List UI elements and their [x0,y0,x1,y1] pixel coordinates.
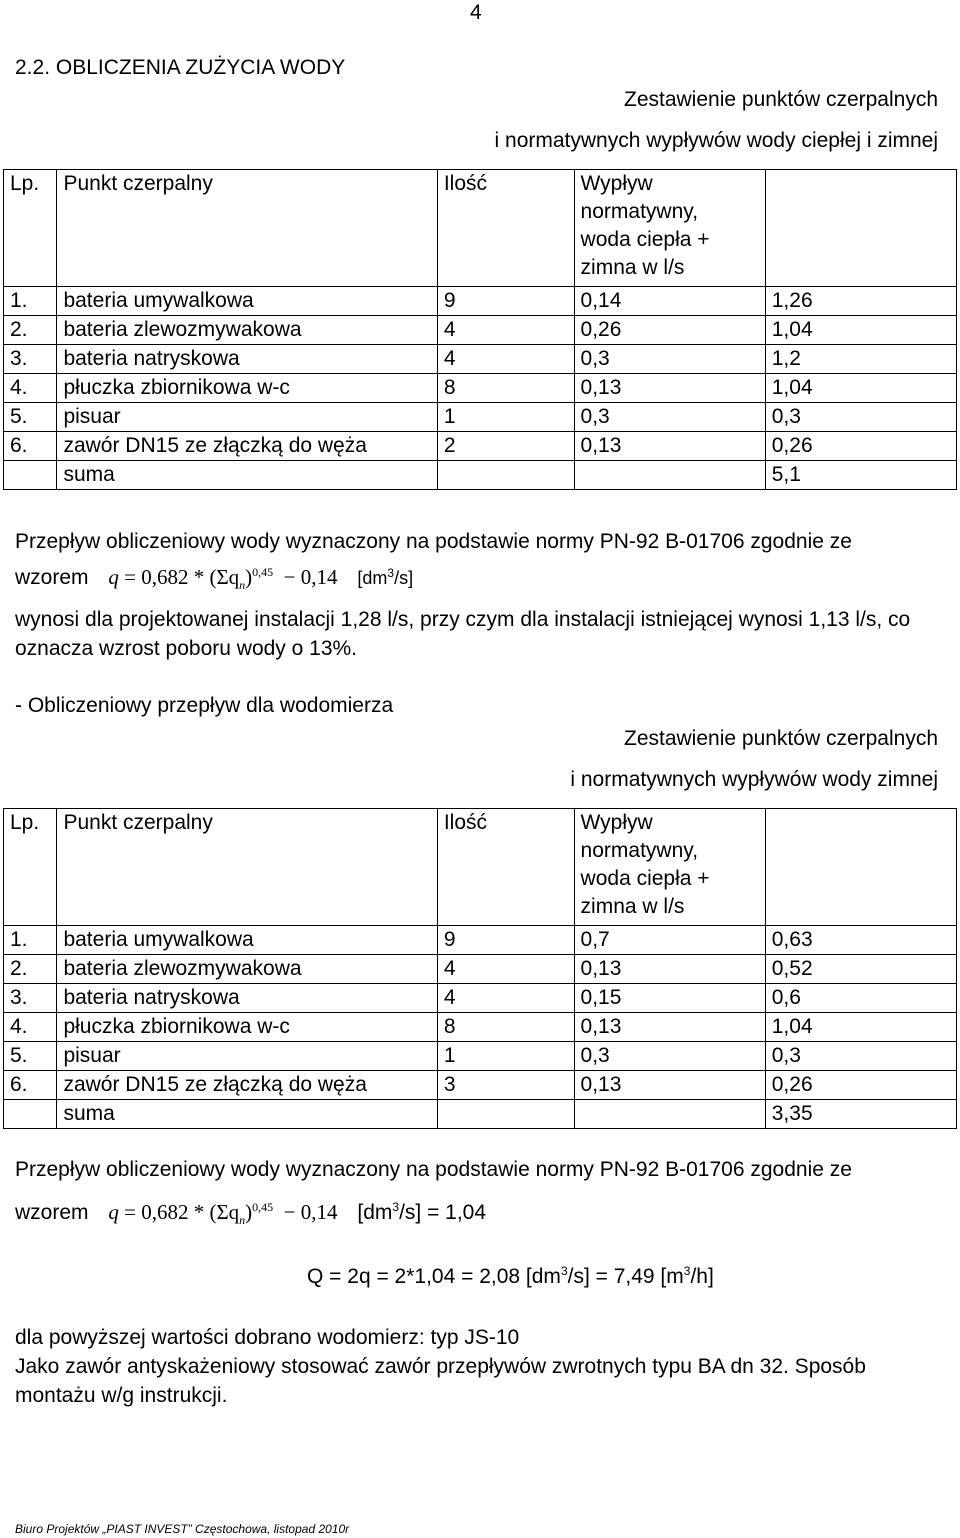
table-row [4,345,957,374]
table-row [4,403,957,432]
conclusion-line1: dla powyższej wartości dobrano wodomierz: typ JS-10 [15,1326,520,1349]
row-name: płuczka zbiornikowa w-c [57,1013,437,1042]
table-row [4,374,957,403]
row-total: 0,26 [765,432,956,461]
header-ilosc: Ilość [437,809,574,926]
row-qty: 9 [437,926,574,955]
sum-value: 3,35 [765,1100,956,1129]
q-line-c: /h] [690,1265,714,1288]
formula-eq: = 0,682 * (Σq [124,1200,240,1224]
header-wyplyw-l4: zimna w l/s [580,895,685,918]
table-sum-row [4,461,957,490]
formula-exp: 0,45 [252,1200,274,1214]
row-qty: 2 [437,432,574,461]
row-total: 1,2 [765,345,956,374]
row-lp: 3. [4,345,57,374]
row-flow: 0,7 [574,926,765,955]
table-row [4,1042,957,1071]
row-flow: 0,13 [574,432,765,461]
calc1-formula-line [15,565,413,593]
table2-heading-line1: Zestawienie punktów czerpalnych [624,727,938,750]
table-sum-row [4,1100,957,1129]
row-lp: 5. [4,403,57,432]
formula-eq: = 0,682 * (Σq [124,565,240,589]
formula-lhs: q [108,1200,119,1224]
row-flow: 0,13 [574,1071,765,1100]
row-qty: 9 [437,287,574,316]
row-name: bateria umywalkowa [57,287,437,316]
conclusion-line2: Jako zawór antyskażeniowy stosować zawór przepływów zwrotnych typu BA dn 32. Sposób montażu w/g instrukcji. [15,1355,866,1407]
row-qty: 4 [437,316,574,345]
row-lp: 4. [4,374,57,403]
row-lp: 1. [4,287,57,316]
calc1-wzorem: wzorem [15,566,89,589]
table-row [4,1071,957,1100]
header-wyplyw-l1: Wypływ [580,811,653,834]
header-wyplyw-l3: woda ciepła + [580,228,710,251]
row-qty: 3 [437,1071,574,1100]
header-wyplyw-l2: normatywny, [580,839,699,862]
q-line-a: Q = 2q = 2*1,04 = 2,08 [dm [307,1265,561,1288]
row-name: płuczka zbiornikowa w-c [57,374,437,403]
header-ilosc: Ilość [437,170,574,287]
header-wyplyw-l3: woda ciepła + [580,867,710,890]
header-wyplyw-l1: Wypływ [580,172,653,195]
header-wyplyw [574,170,765,287]
row-total: 1,04 [765,1013,956,1042]
row-qty: 8 [437,1013,574,1042]
sum-empty [574,461,765,490]
unit-sup: 3 [392,1200,400,1214]
row-name: bateria natryskowa [57,984,437,1013]
calc1-intro: Przepływ obliczeniowy wody wyznaczony na podstawie normy PN-92 B-01706 zgodnie ze [15,530,852,553]
header-empty [765,170,956,287]
row-flow: 0,13 [574,955,765,984]
q-sup1: 3 [560,1264,568,1278]
calc2-intro: Przepływ obliczeniowy wody wyznaczony na podstawie normy PN-92 B-01706 zgodnie ze [15,1158,852,1181]
row-name: bateria zlewozmywakowa [57,955,437,984]
row-lp: 5. [4,1042,57,1071]
footer: Biuro Projektów „PIAST INVEST” Częstochowa, listopad 2010r [15,1522,350,1536]
formula-sub: n [239,1213,246,1228]
sum-label: suma [57,461,437,490]
calc2-wzorem: wzorem [15,1201,89,1224]
sum-label: suma [57,1100,437,1129]
row-total: 0,6 [765,984,956,1013]
q-sup2: 3 [683,1264,691,1278]
calc1-unit [357,568,413,588]
sum-empty [574,1100,765,1129]
unit-a: [dm [357,568,388,588]
unit-b: /s] = 1,04 [399,1201,487,1224]
calc1-result: wynosi dla projektowanej instalacji 1,28 l/s, przy czym dla instalacji istniejącej wynosi 1,13 l/s, co oznacza wzrost poboru wody o 13%. [15,608,911,660]
formula-tail: − 0,14 [283,565,338,589]
formula-close: ) [245,565,253,589]
unit-b: /s] [394,568,414,588]
row-qty: 1 [437,1042,574,1071]
row-flow: 0,15 [574,984,765,1013]
formula-exp: 0,45 [252,565,274,579]
row-total: 1,26 [765,287,956,316]
water-meter-heading: - Obliczeniowy przepływ dla wodomierza [15,694,394,717]
table-row [4,926,957,955]
sum-empty [437,1100,574,1129]
header-punkt: Punkt czerpalny [57,809,437,926]
header-wyplyw [574,809,765,926]
row-qty: 4 [437,955,574,984]
row-lp: 1. [4,926,57,955]
table-row [4,984,957,1013]
row-total: 1,04 [765,316,956,345]
row-lp: 6. [4,432,57,461]
row-qty: 4 [437,984,574,1013]
header-lp: Lp. [4,170,57,287]
row-lp: 3. [4,984,57,1013]
table1-heading-line1: Zestawienie punktów czerpalnych [624,88,938,111]
calc1-formula [108,565,338,593]
row-name: zawór DN15 ze złączką do węża [57,432,437,461]
table2-heading-line2: i normatywnych wypływów wody zimnej [570,768,938,791]
row-total: 0,26 [765,1071,956,1100]
row-flow: 0,13 [574,1013,765,1042]
row-total: 0,3 [765,1042,956,1071]
row-name: bateria natryskowa [57,345,437,374]
formula-sub: n [239,578,246,593]
calc2-q-line [307,1264,714,1289]
row-flow: 0,13 [574,374,765,403]
header-wyplyw-l2: normatywny, [580,200,699,223]
formula-lhs: q [108,565,119,589]
row-total: 0,63 [765,926,956,955]
sum-value: 5,1 [765,461,956,490]
row-total: 1,04 [765,374,956,403]
row-name: pisuar [57,403,437,432]
sum-empty [4,1100,57,1129]
table1-heading-line2: i normatywnych wypływów wody ciepłej i zimnej [494,129,938,152]
row-lp: 4. [4,1013,57,1042]
row-flow: 0,14 [574,287,765,316]
row-name: bateria umywalkowa [57,926,437,955]
row-total: 0,52 [765,955,956,984]
header-wyplyw-l4: zimna w l/s [580,256,685,279]
formula-close: ) [245,1200,253,1224]
calc2-formula [108,1200,338,1228]
row-lp: 6. [4,1071,57,1100]
table-row [4,1013,957,1042]
calc2-formula-line [15,1200,486,1228]
page-number: 4 [470,1,482,24]
table2-header-row [4,809,957,926]
row-flow: 0,3 [574,403,765,432]
row-flow: 0,3 [574,1042,765,1071]
sum-empty [437,461,574,490]
formula-tail: − 0,14 [283,1200,338,1224]
header-punkt: Punkt czerpalny [57,170,437,287]
sum-empty [4,461,57,490]
section-title: 2.2. OBLICZENIA ZUŻYCIA WODY [15,56,346,79]
table-row [4,287,957,316]
table1-header-row [4,170,957,287]
row-qty: 4 [437,345,574,374]
row-total: 0,3 [765,403,956,432]
header-lp: Lp. [4,809,57,926]
row-lp: 2. [4,316,57,345]
calc2-unit [357,1201,486,1224]
unit-a: [dm [357,1201,393,1224]
table1 [3,169,957,490]
table2 [3,808,957,1129]
header-empty [765,809,956,926]
row-name: pisuar [57,1042,437,1071]
row-name: bateria zlewozmywakowa [57,316,437,345]
row-flow: 0,3 [574,345,765,374]
row-qty: 8 [437,374,574,403]
row-name: zawór DN15 ze złączką do węża [57,1071,437,1100]
unit-sup: 3 [387,566,395,580]
row-flow: 0,26 [574,316,765,345]
table-row [4,316,957,345]
row-lp: 2. [4,955,57,984]
table-row [4,432,957,461]
table-row [4,955,957,984]
row-qty: 1 [437,403,574,432]
q-line-b: /s] = 7,49 [m [567,1265,684,1288]
